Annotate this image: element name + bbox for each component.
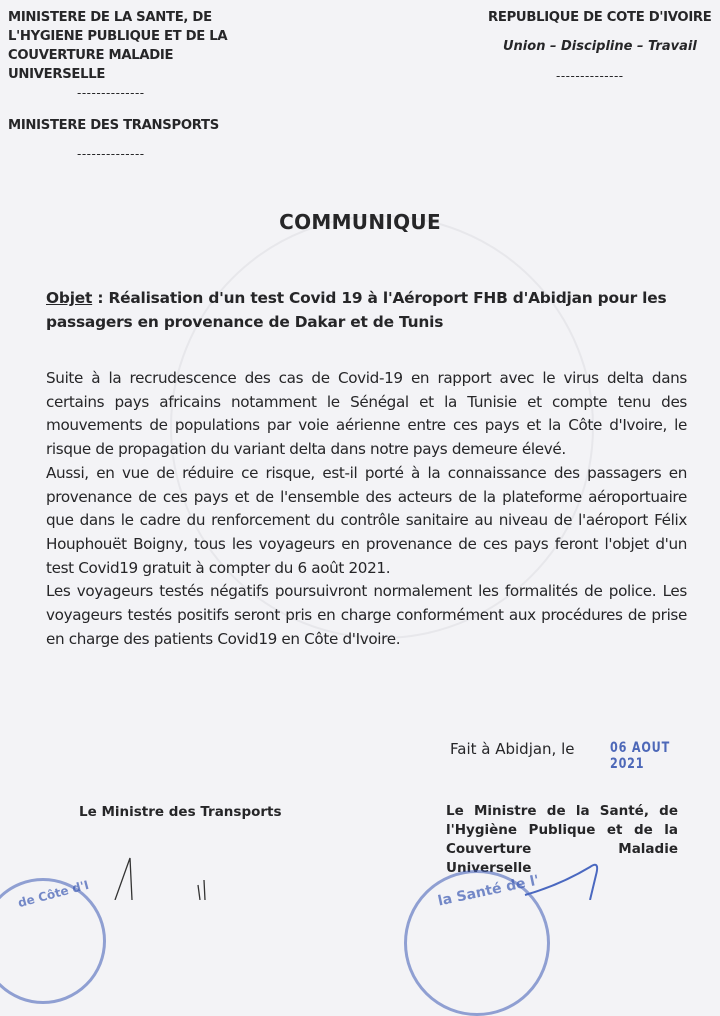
header-line: COUVERTURE MALADIE: [8, 48, 174, 63]
signature-left: [110, 850, 220, 900]
date-stamp: 06 AOUT 2021: [610, 740, 671, 772]
country-header: REPUBLIQUE DE COTE D'IVOIRE: [488, 10, 712, 25]
separator: --------------: [77, 147, 145, 161]
motto: Union – Discipline – Travail: [503, 39, 697, 54]
header-line: L'HYGIENE PUBLIQUE ET DE LA: [8, 29, 228, 44]
communique-body: [46, 367, 687, 651]
subject: [46, 286, 676, 334]
paragraph: Les voyageurs testés négatifs poursuivront normalement les formalités de police. Les voyageurs testés positifs seront pris en charge conformément aux procédures de prise en charge des patients Covid19 en Côte d'Ivoire.: [46, 582, 687, 648]
place-date: Fait à Abidjan, le: [450, 740, 575, 758]
signature-right: [520, 855, 620, 900]
ministry-health-header: [8, 8, 227, 84]
paragraph: Aussi, en vue de réduire ce risque, est-il porté à la connaissance des passagers en provenance de ces pays et de l'ensemble des acteurs de la plateforme aéroportuaire que dans le cadre du renforcement du contrôle sanitaire au niveau de l'aéroport Félix Houphouët Boigny, tous les voyageurs en provenance de ces pays feront l'objet d'un test Covid19 gratuit à compter du 6 août 2021.: [46, 463, 687, 577]
signature-health-title: Le Ministre de la Santé, de l'Hygiène Publique et de la Couverture Maladie Universelle: [446, 803, 678, 876]
paragraph: Suite à la recrudescence des cas de Covid-19 en rapport avec le virus delta dans certains pays africains notamment le Sénégal et la Tunisie et compte tenu des mouvements de populations par voie aérienne entre ces pays et la Côte d'Ivoire, le risque de propagation du variant delta dans notre pays demeure élevé.: [46, 369, 687, 459]
stamp-text: de Côte d'I: [16, 877, 91, 911]
stamp-text: la Santé de l': [436, 872, 541, 910]
official-stamp-left: [0, 878, 106, 1004]
header-line: UNIVERSELLE: [8, 67, 106, 82]
document-title: COMMUNIQUE: [279, 210, 441, 234]
separator: --------------: [77, 86, 145, 100]
separator: --------------: [556, 69, 624, 83]
ministry-transport-header: MINISTERE DES TRANSPORTS: [8, 118, 219, 133]
header-line: MINISTERE DE LA SANTE, DE: [8, 10, 212, 25]
subject-label: Objet: [46, 289, 93, 307]
signature-transport-title: Le Ministre des Transports: [79, 804, 282, 820]
subject-text: : Réalisation d'un test Covid 19 à l'Aéroport FHB d'Abidjan pour les passagers en provenance de Dakar et de Tunis: [46, 289, 667, 331]
